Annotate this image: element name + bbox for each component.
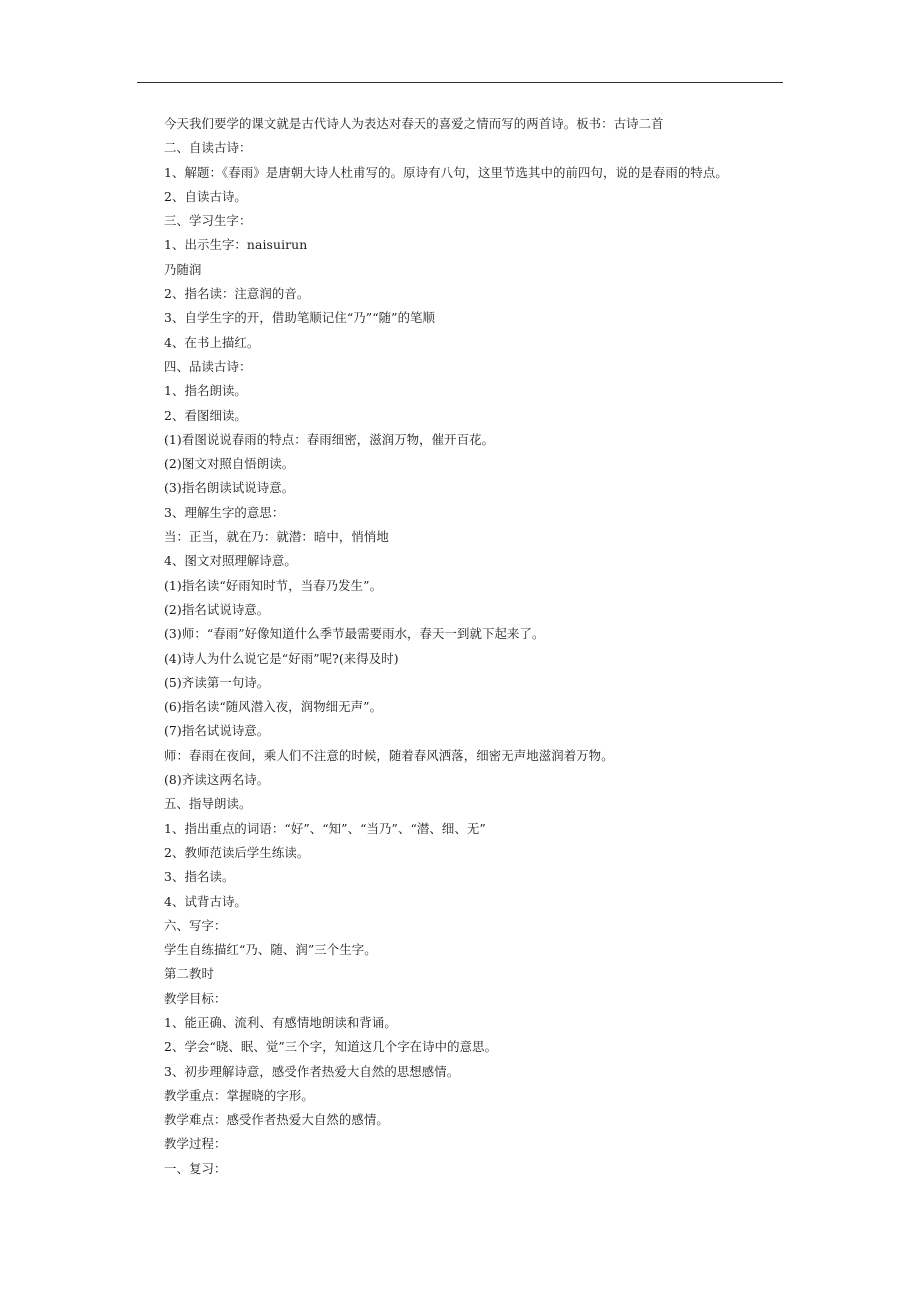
text-line: 2、教师范读后学生练读。 [164,844,310,860]
text-line: 一、复习： [164,1160,227,1176]
text-line: 3、指名读。 [164,869,235,885]
header-divider [137,82,783,83]
text-line: (4)诗人为什么说它是“好雨”呢?(来得及时) [164,650,399,666]
text-line: 今天我们要学的课文就是古代诗人为表达对春天的喜爱之情而写的两首诗。板书：古诗二首 [164,116,664,131]
text-line: (8)齐读这两名诗。 [164,772,270,788]
text-line: 教学目标： [164,990,227,1006]
text-line: 学生自练描红“乃、随、润”三个生字。 [164,942,377,958]
text-line: 二、自读古诗： [164,140,252,156]
text-line: 三、学习生字： [164,213,252,229]
text-line: 1、解题：《春雨》是唐朝大诗人杜甫写的。原诗有八句，这里节选其中的前四句，说的是春雨的特点。 [164,164,728,180]
text-line: (3)师：“春雨”好像知道什么季节最需要雨水，春天一到就下起来了。 [164,626,545,642]
text-line: (1)看图说说春雨的特点：春雨细密，滋润万物，催开百花。 [164,431,495,447]
text-line: 1、指出重点的词语：“好”、“知”、“当乃”、“潜、细、无” [164,820,486,836]
text-line: 2、自读古诗。 [164,188,247,204]
text-line: 四、品读古诗： [164,358,252,374]
text-line: 1、出示生字：naisuirun [164,237,308,253]
text-line: (5)齐读第一句诗。 [164,674,270,690]
text-line: 1、指名朗读。 [164,383,247,399]
text-line: (2)指名试说诗意。 [164,601,270,617]
text-line: (2)图文对照自悟朗读。 [164,456,295,472]
text-line: 六、写字： [164,917,227,933]
text-line: (6)指名读“随风潜入夜，润物细无声”。 [164,699,383,715]
text-line: 2、学会“晓、眠、觉”三个字，知道这几个字在诗中的意思。 [164,1039,498,1055]
text-line: 当：正当，就在乃：就潜：暗中，悄悄地 [164,529,389,545]
text-line: 3、自学生字的开，借助笔顺记住“乃”“随”的笔顺 [164,310,436,326]
text-line: 五、指导朗读。 [164,796,252,812]
text-line: (3)指名朗读试说诗意。 [164,480,295,496]
text-line: 3、初步理解诗意，感受作者热爱大自然的思想感情。 [164,1063,460,1079]
text-line: 2、看图细读。 [164,407,247,423]
text-line: 4、图文对照理解诗意。 [164,553,297,569]
text-line: 1、能正确、流利、有感情地朗读和背诵。 [164,1014,397,1030]
text-line: 4、试背古诗。 [164,893,247,909]
text-line: (1)指名读“好雨知时节，当春乃发生”。 [164,577,383,593]
text-line: 教学过程： [164,1136,227,1152]
text-line: 第二教时 [164,966,214,982]
text-line: 教学重点：掌握晓的字形。 [164,1087,314,1103]
text-line: 教学难点：感受作者热爱大自然的感情。 [164,1112,389,1128]
document-body [164,112,784,1181]
text-line: 3、理解生字的意思： [164,504,285,520]
text-line: 2、指名读：注意润的音。 [164,286,310,302]
text-line: 4、在书上描红。 [164,334,260,350]
text-line: 乃随润 [164,261,202,277]
text-line: 师：春雨在夜间，乘人们不注意的时候，随着春风洒落，细密无声地滋润着万物。 [164,747,614,763]
text-line: (7)指名试说诗意。 [164,723,270,739]
